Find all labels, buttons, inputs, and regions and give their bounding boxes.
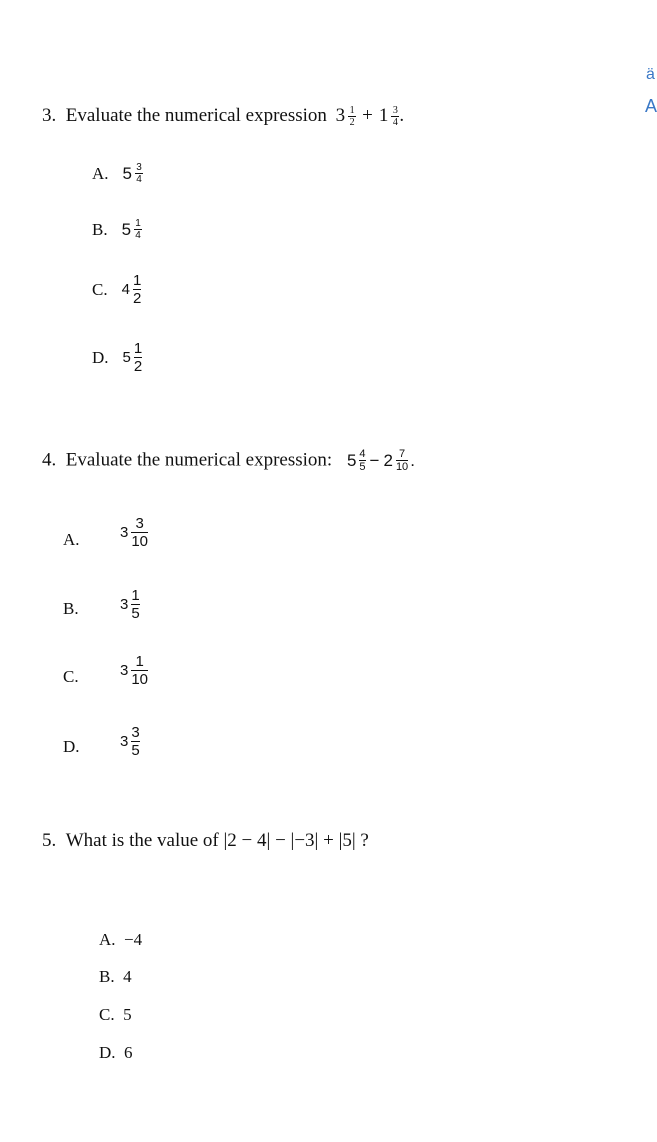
edge-mark-top: ä [646,66,655,83]
option-letter: B. [99,967,115,986]
question-5 [42,829,369,853]
option-5a [99,929,142,951]
fraction: $\frac{4}{5}$ [359,448,366,473]
option-letter: B. [92,219,108,239]
option-4d: D. [63,737,80,756]
option-4b-value: 3 $\frac{1}{5}$ [120,587,140,622]
option-letter: A. [92,163,109,183]
question-prompt: Evaluate the numerical expression: [65,449,333,471]
question-3 [42,104,404,128]
option-4d-value: 3 $\frac{3}{5}$ [120,724,140,759]
option-value: 5 [123,1005,132,1024]
fraction: $\frac{1}{10}$ [131,653,149,688]
option-letter: D. [92,347,109,367]
fraction: $\frac{3}{4}$ [392,104,398,128]
expression: 5 $\frac{4}{5}$ − 2 $\frac{7}{10}$ . [346,448,415,473]
fraction: $\frac{1}{4}$ [135,218,141,241]
option-4a: A. [63,530,80,549]
option-4b: B. [63,599,79,618]
fraction: $\frac{7}{10}$ [395,448,409,473]
option-letter: D. [99,1043,116,1062]
fraction: $\frac{1}{2}$ [349,104,355,128]
expression: 3 $\frac{1}{2}$ + 1 $\frac{3}{4}$ . [335,104,405,128]
option-5c [99,1004,132,1026]
edge-mark-bottom: A [645,96,657,116]
fraction: $\frac{3}{5}$ [131,724,140,759]
question-number: 3. [42,105,57,126]
option-letter: A. [99,930,116,949]
option-4a-value: 3 $\frac{3}{10}$ [120,515,149,550]
fraction: $\frac{3}{10}$ [131,515,149,550]
question-prompt: What is the value of |2 − 4| − |−3| + |5| ? [65,830,369,851]
option-4c-value: 3 $\frac{1}{10}$ [120,653,149,688]
option-letter: C. [99,1005,115,1024]
fraction: $\frac{3}{4}$ [136,162,142,185]
option-3c: C. 4 $\frac{1}{2}$ [92,272,142,307]
option-3b: B. 5 $\frac{1}{4}$ [92,218,141,241]
option-value: 6 [124,1043,133,1062]
option-value: −4 [124,930,143,949]
question-number: 4. [42,449,57,471]
fraction: $\frac{1}{2}$ [132,272,142,307]
question-4 [42,448,415,473]
option-letter: C. [92,279,108,299]
option-5d [99,1042,133,1064]
fraction: $\frac{1}{2}$ [133,340,143,375]
fraction: $\frac{1}{5}$ [131,587,140,622]
option-value: 4 [123,967,132,986]
option-4c: C. [63,667,79,686]
option-3a: A. 5 $\frac{3}{4}$ [92,162,142,185]
question-prompt: Evaluate the numerical expression [65,105,327,126]
question-number: 5. [42,830,57,851]
option-5b [99,966,132,988]
option-3d: D. 5 $\frac{1}{2}$ [92,340,143,375]
